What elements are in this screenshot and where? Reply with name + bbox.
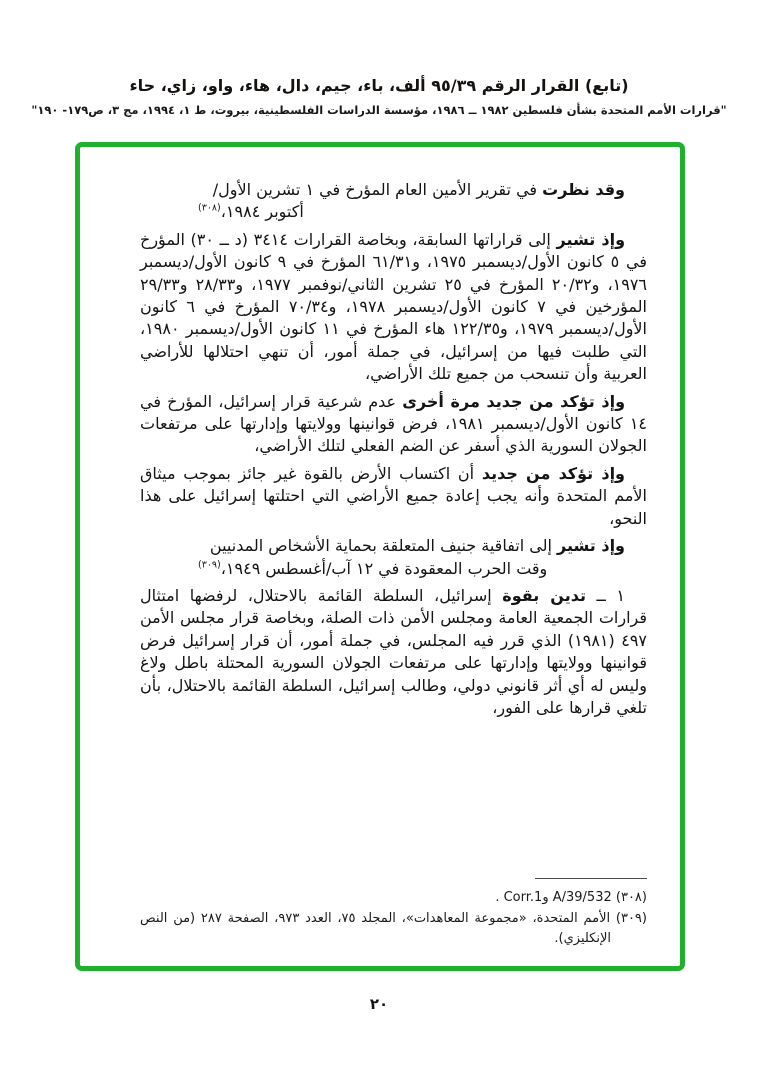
source-citation-line: "قرارات الأمم المتحدة بشأن فلسطين ١٩٨٢ ــ ١٩٨٦، مؤسسة الدراسات الفلسطينية، بيروت، ط ١، ١٩٩٤، مج ٣، ص١٧٩- ١٩٠" (31, 103, 727, 117)
body-paragraph (140, 179, 647, 201)
paragraph-lead: وإذ تشير (557, 536, 625, 556)
resolution-title: (تابع) القرار الرقم ٩٥/٣٩ ألف، باء، جيم، دال، هاء، واو، زاي، حاء (129, 76, 629, 95)
paragraph-tail-line (140, 201, 647, 223)
footnote-text: الأمم المتحدة، «مجموعة المعاهدات»، المجلد ٧٥، العدد ٩٧٣، الصفحة ٢٨٧ (من النص الإنكليزي). (140, 911, 611, 946)
footnote-marker: (٣٠٨) (611, 890, 647, 905)
paragraph-text: وقت الحرب المعقودة في ١٢ آب/أغسطس ١٩٤٩، (220, 558, 548, 578)
paragraph-lead: وقد نظرت (542, 180, 625, 199)
paragraph-lead: وإذ تؤكد من جديد (481, 463, 626, 483)
paragraph-lead: وإذ تؤكد من جديد مرة أخرى (402, 391, 626, 411)
footnote-marker: (٣٠٩) (610, 911, 647, 926)
footnote-item (140, 909, 647, 949)
footnote-reference: (٣٠٨) (198, 203, 221, 215)
paragraph-text: أن اكتساب الأرض بالقوة غير جائز بموجب ميثاق الأمم المتحدة وأنه يجب إعادة جميع الأراضي التي احتلتها إسرائيل على هذا النحو، (140, 463, 647, 528)
paragraph-text: عدم شرعية قرار إسرائيل، المؤرخ في ١٤ كانون الأول/ديسمبر ١٩٨١، فرض قوانينها وولايتها وإدارتها على مرتفعات الجولان السورية الذي أسفر عن الضم الفعلي لتلك الأراضي، (140, 391, 647, 456)
body-paragraph (140, 535, 647, 557)
paragraph-tail-line (140, 558, 647, 580)
footnote-divider (535, 878, 647, 879)
body-paragraph (140, 463, 647, 530)
paragraph-text: إلى اتفاقية جنيف المتعلقة بحماية الأشخاص المدنيين (209, 536, 558, 556)
paragraph-text: ١ ــ (585, 585, 626, 605)
paragraph-lead: تدين بقوة (502, 585, 586, 605)
paragraph-text: أكتوبر ١٩٨٤، (220, 202, 304, 222)
footnote-item (140, 888, 647, 908)
resolution-body (140, 179, 647, 724)
paragraph-text: إلى قراراتها السابقة، وبخاصة القرارات ٣٤١٤ (د ــ ٣٠) المؤرخ في ٥ كانون الأول/ديسمبر ١٩٧٥، و٦١/٣١ المؤرخ في ٩ كانون الأول/ديسمبر ١٩٧٦، و٢٠/٣٢ المؤرخ في ٢٥ تشرين الثاني/نوفمبر ١٩٧٧، و٢٨/٣٣ و٢٩/٣٣ المؤرخين في ٧ كانون الأول/ديسمبر ١٩٧٨، و٧٠/٣٤ المؤرخ في ٦ كانون الأول/ديسمبر ١٩٧٩، و١٢٢/٣٥ هاء المؤرخ في ١١ كانون الأول/ديسمبر ١٩٨٠، التي طلبت فيها من إسرائيل، في جملة أمور، أن تنهي احتلالها للأراضي العربية وأن تنسحب من جميع تلك الأراضي، (140, 229, 648, 384)
footnote-list (140, 888, 647, 949)
paragraph-text: في تقرير الأمين العام المؤرخ في ١ تشرين الأول/ (212, 180, 543, 199)
footnote-reference: (٣٠٩) (198, 559, 221, 571)
body-paragraph (140, 585, 647, 719)
paragraph-lead: وإذ تشير (556, 229, 626, 249)
body-paragraph (140, 391, 647, 458)
footnotes-section (140, 878, 647, 950)
document-frame (75, 142, 685, 971)
paragraph-text: إسرائيل، السلطة القائمة بالاحتلال، لرفضها امتثال قرارات الجمعية العامة ومجلس الأمن ذات الصلة، وبخاصة قرار مجلس الأمن ٤٩٧ (١٩٨١) الذي قرر فيه المجلس، في جملة أمور، أن قرار إسرائيل فرض قوانينها وولايتها وإدارتها على مرتفعات الجولان السورية المحتلة باطل ولاغ وليس له أي أثر قانوني دولي، وطالب إسرائيل، السلطة القائمة بالاحتلال، بأن تلغي قرارها على الفور، (140, 585, 648, 717)
footnote-text: A/39/532 وCorr.1 . (495, 890, 612, 905)
page-header (0, 76, 758, 117)
body-paragraph (140, 229, 647, 386)
page-number: ٢٠ (369, 995, 389, 1013)
